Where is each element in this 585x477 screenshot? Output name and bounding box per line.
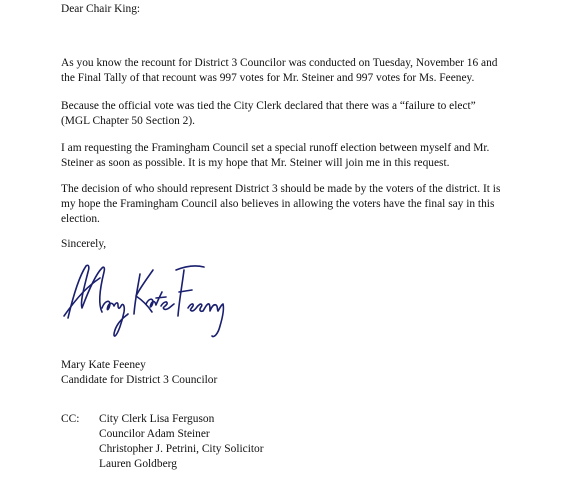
paragraph-line: Steiner as soon as possible. It is my hope that Mr. Steiner will join me in this request. <box>61 157 450 169</box>
cc-label: CC: <box>61 413 80 425</box>
closing <box>61 237 576 252</box>
paragraph-line: I am requesting the Framingham Council set a special runoff election between myself and Mr. <box>61 142 490 154</box>
cc-recipient-list <box>99 412 264 472</box>
handwritten-signature <box>58 256 228 356</box>
paragraph-recount <box>61 56 576 86</box>
cc-recipient: Christopher J. Petrini, City Solicitor <box>99 443 264 455</box>
paragraph-failure-to-elect <box>61 99 576 129</box>
paragraph-line: (MGL Chapter 50 Section 2). <box>61 115 196 127</box>
signature-graphic <box>58 256 228 356</box>
signer-name: Mary Kate Feeney <box>61 359 146 371</box>
paragraph-line: Because the official vote was tied the City Clerk declared that there was a “failure to elect” <box>61 100 476 112</box>
paragraph-decision <box>61 182 576 227</box>
paragraph-line: election. <box>61 213 100 225</box>
paragraph-line: As you know the recount for District 3 Councilor was conducted on Tuesday, November 16 and <box>61 57 498 69</box>
signer-title: Candidate for District 3 Councilor <box>61 374 218 386</box>
paragraph-request <box>61 141 576 171</box>
cc-recipient: Councilor Adam Steiner <box>99 428 210 440</box>
paragraph-line: my hope the Framingham Council also believes in allowing the voters have the final say in this <box>61 198 495 210</box>
paragraph-line: The decision of who should represent District 3 should be made by the voters of the district. It is <box>61 183 501 195</box>
salutation <box>61 2 576 17</box>
paragraph-line: the Final Tally of that recount was 997 votes for Mr. Steiner and 997 votes for Ms. Feeney. <box>61 72 475 84</box>
salutation-text: Dear Chair King: <box>61 3 141 15</box>
cc-recipient: City Clerk Lisa Ferguson <box>99 413 215 425</box>
closing-text: Sincerely, <box>61 238 107 250</box>
cc-recipient: Lauren Goldberg <box>99 458 177 470</box>
signer-block <box>61 358 576 388</box>
